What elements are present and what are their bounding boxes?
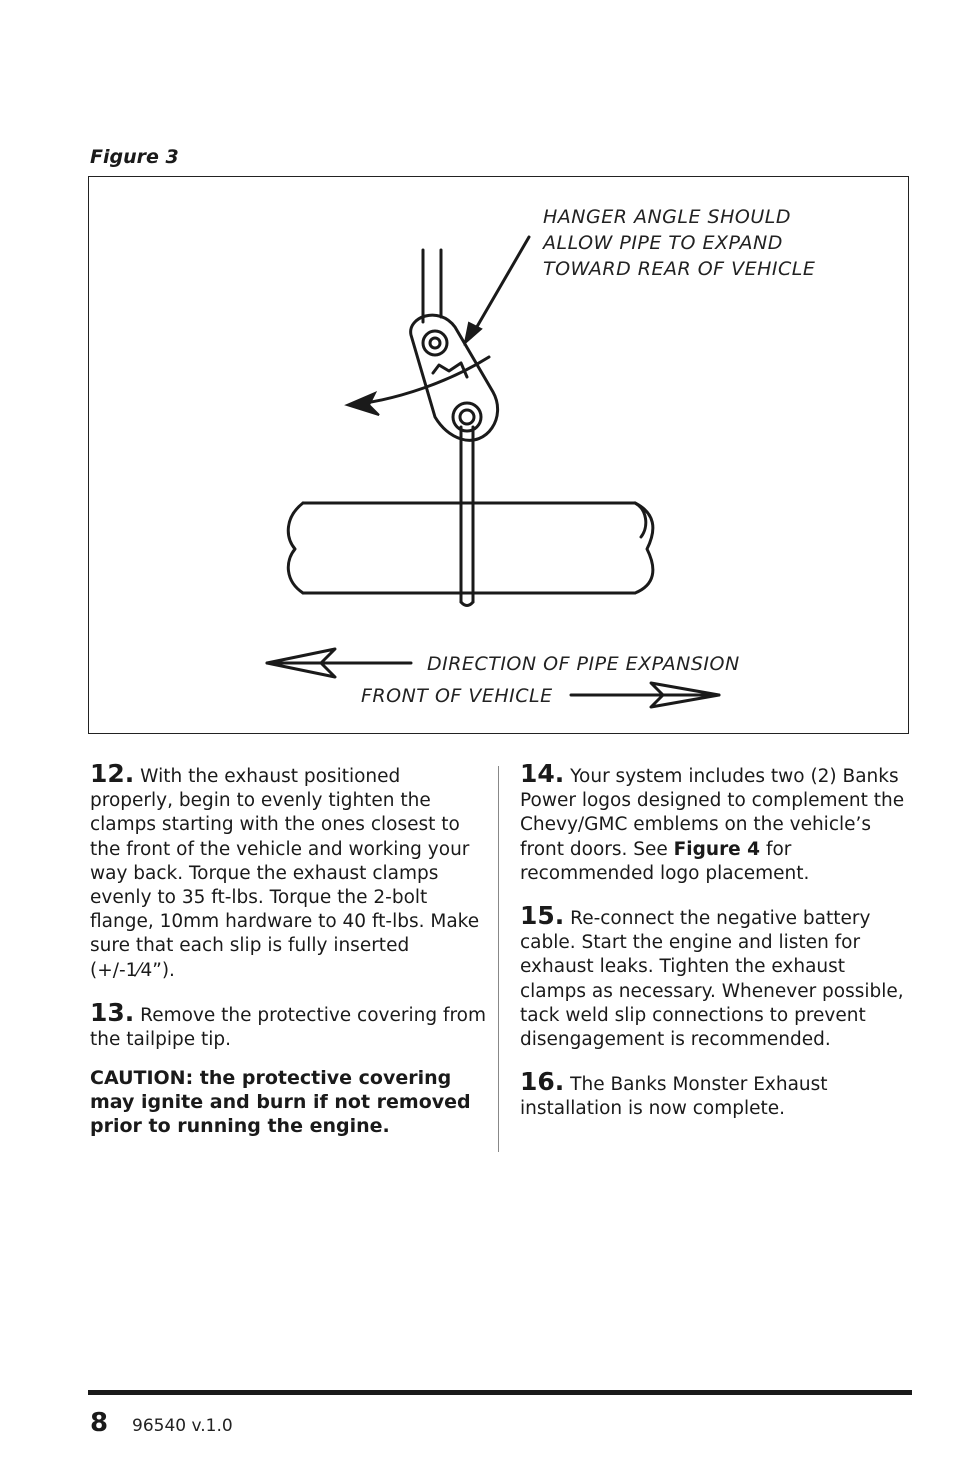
step-number: 13. bbox=[90, 997, 135, 1027]
step-12 bbox=[90, 759, 486, 983]
direction-label: DIRECTION OF PIPE EXPANSION bbox=[427, 653, 740, 675]
step-text: Remove the protective covering from the tailpipe tip. bbox=[90, 1004, 487, 1051]
callout-line-3: TOWARD REAR OF VEHICLE bbox=[543, 258, 816, 280]
page-number: 8 bbox=[90, 1408, 109, 1438]
caution-notice: CAUTION: the protective covering may ignite and burn if not removed prior to running the engine. bbox=[90, 1067, 471, 1138]
step-text: With the exhaust positioned properly, begin to evenly tighten the clamps starting with the ones closest to the front of the vehicle and working your way back. Torque the exhaust clamps evenly to 35 ft-lbs. Torque the 2-bolt flange, 10mm hardware to 40 ft-lbs. Make sure that each slip is fully inserted (+/-1⁄4”). bbox=[90, 766, 480, 981]
upper-bushing-inner bbox=[430, 338, 440, 348]
footer-rule bbox=[88, 1390, 912, 1395]
left-column bbox=[90, 759, 487, 1156]
callout-line-1: HANGER ANGLE SHOULD bbox=[543, 206, 791, 228]
pipe-left-end bbox=[288, 503, 303, 593]
front-of-vehicle-label: FRONT OF VEHICLE bbox=[361, 685, 553, 707]
isolator-slot bbox=[433, 363, 467, 377]
lower-bushing-outer bbox=[453, 403, 481, 431]
step-text: The Banks Monster Exhaust installation is now complete. bbox=[520, 1074, 828, 1120]
document-id: 96540 v.1.0 bbox=[132, 1416, 233, 1436]
step-16 bbox=[520, 1067, 914, 1121]
column-divider bbox=[498, 766, 499, 1152]
step-text: Re-connect the negative battery cable. Start the engine and listen for exhaust leaks. Tighten the exhaust clamps as necessary. Whenever possible, tack weld slip connections to prevent disengagement is recommended. bbox=[520, 908, 904, 1051]
step-number: 16. bbox=[520, 1067, 565, 1097]
figure-3-diagram bbox=[88, 176, 909, 734]
hanger-diagram-svg bbox=[89, 177, 910, 735]
upper-bushing-outer bbox=[423, 331, 447, 355]
step-15 bbox=[520, 901, 914, 1052]
step-number: 12. bbox=[90, 759, 135, 788]
arc-arrowhead bbox=[347, 393, 379, 415]
callout-line-2: ALLOW PIPE TO EXPAND bbox=[543, 232, 783, 254]
step-number: 14. bbox=[520, 759, 565, 788]
figure-label: Figure 3 bbox=[90, 146, 179, 168]
figure-4-reference: Figure 4 bbox=[673, 838, 761, 860]
hanger-wire-bottom bbox=[461, 602, 473, 606]
step-number: 15. bbox=[520, 901, 565, 931]
step-14 bbox=[520, 759, 914, 886]
right-column bbox=[520, 759, 914, 1140]
lower-bushing-inner bbox=[460, 410, 474, 424]
callout-leader-line bbox=[471, 237, 529, 337]
step-text: Your system includes two (2) Banks Power logos designed to complement the Chevy/GMC emblems on the vehicle’s front doors. See bbox=[520, 766, 905, 860]
step-text: for recommended logo placement. bbox=[520, 838, 810, 884]
step-13 bbox=[90, 997, 487, 1052]
